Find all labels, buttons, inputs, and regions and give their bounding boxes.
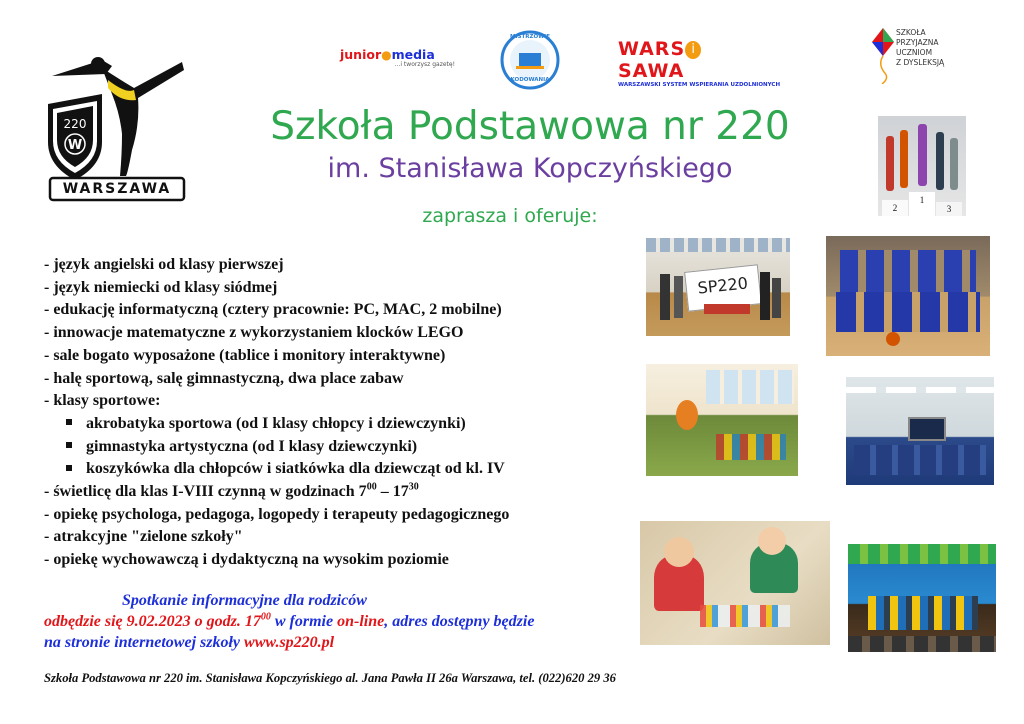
list-item: - halę sportową, salę gimnastyczną, dwa place zabaw — [44, 369, 404, 387]
dysleksja-logo: SZKOŁA PRZYJAZNA UCZNIOM Z DYSLEKSJĄ — [872, 26, 952, 88]
school-logo — [42, 54, 192, 204]
bullet-square-icon — [66, 465, 72, 471]
sport-class-item: akrobatyka sportowa (od I klasy chłopcy i dziewczynki) — [44, 413, 644, 436]
photo-stage-show — [848, 544, 996, 652]
junior-media-logo: junior●media ...i tworzysz gazetę! — [340, 47, 455, 68]
school-website-link[interactable]: www.sp220.pl — [244, 634, 335, 651]
list-item: - innowacje matematyczne z wykorzystaniem klocków LEGO — [44, 324, 464, 342]
junior-media-dot-icon: ● — [381, 48, 392, 62]
bullet-square-icon — [66, 442, 72, 448]
meeting-info: Spotkanie informacyjne dla rodziców odbędzie się 9.02.2023 o godz. $17^{00}$ w formie on-line, adres dostępny będzie na stronie internetowej szkoły www.sp220.pl — [44, 592, 535, 651]
list-item: - klasy sportowe: — [44, 392, 161, 410]
list-item: - język niemiecki od klasy siódmej — [44, 278, 278, 296]
list-item: - edukację informatyczną (cztery pracownie: PC, MAC, 2 mobilne) — [44, 301, 502, 319]
list-item: - atrakcyjne "zielone szkoły" — [44, 528, 243, 546]
sport-class-item: koszykówka dla chłopców i siatkówka dla dziewcząt od kl. IV — [44, 458, 644, 481]
mistrzowie-kodowania-logo: MISTRZOWIE KODOWANIA — [500, 30, 560, 90]
svg-text:220: 220 — [63, 117, 87, 131]
photo-podium: 2 1 3 — [878, 116, 966, 216]
list-item: - sale bogato wyposażone (tablice i monitory interaktywne) — [44, 346, 446, 364]
list-item: - język angielski od klasy pierwszej — [44, 256, 284, 273]
bullet-square-icon — [66, 419, 72, 425]
page-subtitle: im. Stanisława Kopczyńskiego — [327, 153, 733, 184]
list-item: - opiekę psychologa, pedagoga, logopedy i terapeuty pedagogicznego — [44, 505, 510, 523]
invite-text: zaprasza i oferuje: — [422, 205, 598, 227]
aftercare-item: - świetlicę dla klas I-VIII czynną w godzinach $7^{00} - 17^{30}$ — [44, 481, 419, 501]
school-logo-name: WARSZAWA — [62, 181, 172, 197]
warsawa-i-icon: i — [685, 41, 701, 59]
photo-classroom-kids — [646, 364, 798, 476]
warsawa-logo: WARS iSAWA WARSZAWSKI SYSTEM WSPIERANIA UZDOLNIONYCH — [618, 38, 781, 88]
kite-icon — [872, 28, 894, 84]
svg-text:W: W — [67, 138, 83, 153]
list-item: - opiekę wychowawczą i dydaktyczną na wysokim poziomie — [44, 551, 449, 569]
photo-team-banner: SP220 — [646, 238, 790, 336]
photo-basketball-team — [826, 236, 990, 356]
footer-address: Szkoła Podstawowa nr 220 im. Stanisława Kopczyńskiego al. Jana Pawła II 26a Warszawa, tel. (022)620 29 36 — [44, 671, 616, 685]
photo-lego-kids — [640, 521, 830, 645]
offer-list — [44, 254, 644, 572]
page-title: Szkoła Podstawowa nr 220 — [270, 104, 790, 149]
sport-class-item: gimnastyka artystyczna (od I klasy dziewczynki) — [44, 436, 644, 459]
photo-computer-lab — [846, 377, 994, 485]
